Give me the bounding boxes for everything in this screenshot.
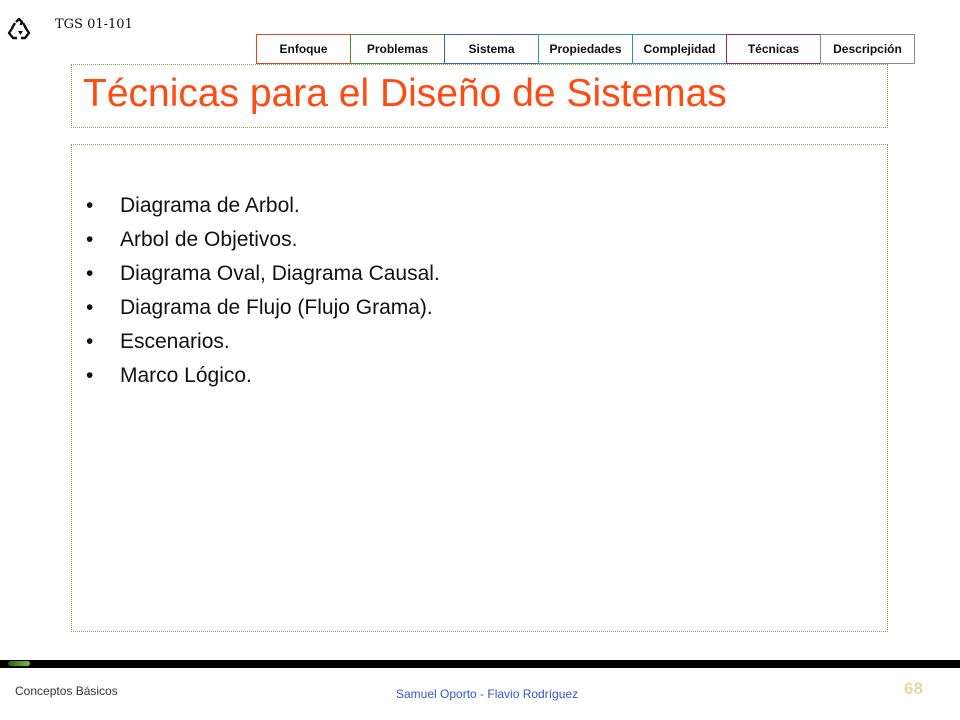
footer-section-label: Conceptos Básicos bbox=[15, 684, 118, 698]
bullet-icon: • bbox=[86, 296, 94, 319]
tab-propiedades[interactable]: Propiedades bbox=[538, 34, 633, 64]
footer-authors: Samuel Oporto - Flavio Rodríguez bbox=[396, 687, 579, 701]
bullet-icon: • bbox=[86, 262, 94, 285]
page-number: 68 bbox=[904, 679, 923, 698]
tab-complejidad[interactable]: Complejidad bbox=[632, 34, 727, 64]
footer-accent bbox=[8, 661, 30, 666]
list-item bbox=[86, 327, 440, 361]
bullet-icon: • bbox=[86, 228, 94, 251]
list-item bbox=[86, 191, 440, 225]
list-item-text: Marco Lógico. bbox=[120, 364, 252, 387]
tab-enfoque[interactable]: Enfoque bbox=[256, 34, 351, 64]
slide-title: Técnicas para el Diseño de Sistemas bbox=[83, 72, 727, 115]
content-box bbox=[71, 144, 888, 632]
list-item bbox=[86, 225, 440, 259]
list-item-text: Diagrama Oval, Diagrama Causal. bbox=[120, 262, 440, 285]
bullet-list bbox=[86, 191, 440, 395]
tab-problemas[interactable]: Problemas bbox=[350, 34, 445, 64]
bullet-icon: • bbox=[86, 364, 94, 387]
list-item-text: Arbol de Objetivos. bbox=[120, 228, 298, 251]
course-code: TGS 01-101 bbox=[55, 17, 133, 32]
list-item bbox=[86, 361, 440, 395]
recycle-icon bbox=[7, 18, 31, 42]
list-item-text: Diagrama de Flujo (Flujo Grama). bbox=[120, 296, 433, 319]
nav-tabs bbox=[256, 34, 915, 64]
title-box bbox=[71, 64, 888, 128]
footer-bar bbox=[0, 660, 960, 668]
list-item-text: Diagrama de Arbol. bbox=[120, 194, 300, 217]
tab-tecnicas[interactable]: Técnicas bbox=[726, 34, 821, 64]
list-item bbox=[86, 259, 440, 293]
bullet-icon: • bbox=[86, 194, 94, 217]
list-item bbox=[86, 293, 440, 327]
tab-descripcion[interactable]: Descripción bbox=[820, 34, 915, 64]
bullet-icon: • bbox=[86, 330, 94, 353]
list-item-text: Escenarios. bbox=[120, 330, 230, 353]
tab-sistema[interactable]: Sistema bbox=[444, 34, 539, 64]
